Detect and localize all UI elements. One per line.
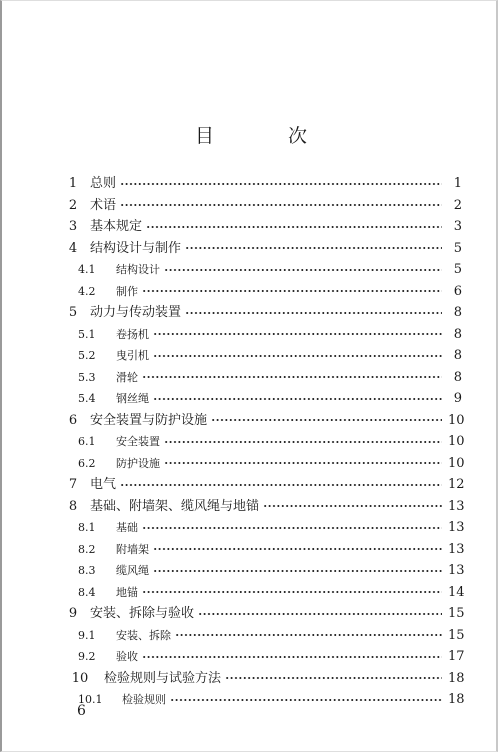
toc-dot-leader [153,548,442,550]
toc-entry-label: 基本规定 [90,219,143,234]
toc-section-entry [62,625,465,647]
toc-section-entry [62,431,465,453]
toc-chapter-entry [62,603,465,625]
toc-dot-leader [120,204,442,206]
toc-entry-page: 13 [448,541,465,557]
toc-section-entry [62,367,462,389]
toc-entry-page: 5 [453,262,462,277]
toc-section-entry [62,324,462,346]
toc-entry-label: 安装、拆除 [116,628,171,642]
toc-entry-number: 5.2 [78,349,96,362]
toc-entry-label: 制作 [116,284,138,298]
toc-section-entry [62,582,465,604]
toc-entry-page: 3 [453,219,462,234]
toc-section-entry [62,517,465,539]
toc-entry-label: 总则 [90,176,117,191]
toc-dot-leader [170,699,442,701]
toc-entry-number: 6.2 [78,456,96,470]
toc-section-entry [62,345,462,367]
toc-entry-label: 术语 [90,197,117,213]
toc-chapter-entry [62,216,462,238]
toc-chapter-entry [62,496,465,518]
toc-dot-leader [153,570,442,572]
page-title: 目 次 [194,125,342,147]
toc-entry-number: 5 [68,305,78,320]
toc-entry-number: 8.1 [78,521,96,534]
toc-dot-leader [142,290,442,292]
toc-entry-page: 6 [453,283,462,299]
toc-entry-number: 5.4 [78,392,96,405]
toc-entry-page: 13 [448,498,465,514]
toc-entry-label: 电气 [90,477,117,492]
toc-dot-leader [185,312,442,314]
toc-dot-leader [164,269,442,271]
toc-chapter-entry [62,302,462,324]
toc-section-entry [62,689,465,711]
toc-entry-page: 10 [448,455,465,471]
toc-entry-number: 10.1 [78,693,103,706]
toc-dot-leader [153,333,442,335]
toc-chapter-entry [62,410,465,432]
toc-section-entry [62,560,465,582]
toc-entry-number: 8.3 [78,564,96,577]
toc-entry-label: 基础、附墙架、缆风绳与地锚 [90,498,260,514]
toc-entry-number: 8 [68,498,78,514]
toc-entry-page: 8 [453,369,462,385]
page-number: 6 [77,703,86,719]
toc-entry-label: 滑轮 [116,370,138,384]
toc-entry-number: 2 [68,197,78,213]
toc-entry-page: 12 [448,477,465,492]
toc-entry-page: 5 [453,240,462,256]
toc-entry-number: 8.2 [78,542,96,556]
toc-entry-number: 9 [68,606,78,621]
toc-entry-page: 10 [448,434,465,449]
toc-entry-page: 13 [448,520,465,535]
toc-entry-page: 8 [453,305,462,320]
toc-entry-number: 6.1 [78,435,96,448]
toc-dot-leader [211,419,442,421]
toc-entry-number: 6 [68,412,78,428]
table-of-contents [62,173,465,711]
toc-entry-number: 9.1 [78,628,96,642]
toc-dot-leader [153,355,442,357]
toc-entry-page: 8 [453,326,462,342]
toc-dot-leader [142,591,442,593]
toc-section-entry [62,388,462,410]
toc-entry-label: 卷扬机 [116,327,149,341]
toc-entry-number: 10 [71,670,89,686]
toc-entry-label: 基础 [116,521,138,534]
toc-section-entry [62,646,465,668]
toc-entry-number: 7 [68,477,78,492]
toc-entry-number: 4.1 [78,263,96,276]
toc-chapter-entry [62,474,465,496]
toc-entry-label: 结构设计 [116,263,160,276]
toc-dot-leader [146,226,442,228]
toc-dot-leader [263,505,442,507]
toc-entry-label: 检验规则与试验方法 [104,670,222,686]
toc-entry-page: 10 [448,412,465,428]
toc-entry-page: 2 [453,197,462,213]
toc-entry-label: 安全装置与防护设施 [90,412,208,428]
toc-entry-number: 4 [68,240,78,256]
toc-entry-page: 1 [453,176,462,191]
toc-chapter-entry [62,668,465,690]
toc-chapter-entry [62,195,462,217]
toc-dot-leader [142,376,442,378]
toc-entry-page: 15 [448,627,465,643]
toc-entry-label: 缆风绳 [116,564,149,577]
toc-entry-number: 4.2 [78,284,96,298]
toc-dot-leader [120,183,442,185]
toc-dot-leader [185,247,442,249]
toc-entry-label: 安全装置 [116,435,160,448]
toc-entry-page: 14 [448,584,465,600]
toc-dot-leader [142,656,442,658]
toc-entry-label: 结构设计与制作 [90,240,182,256]
toc-entry-label: 地锚 [116,585,138,599]
toc-entry-number: 3 [68,219,78,234]
toc-entry-number: 5.1 [78,327,96,341]
toc-entry-number: 1 [68,176,78,191]
toc-entry-label: 防护设施 [116,456,160,470]
toc-section-entry [62,539,465,561]
toc-entry-page: 8 [453,348,462,363]
toc-entry-page: 18 [448,692,465,707]
toc-dot-leader [164,462,442,464]
toc-dot-leader [153,398,442,400]
toc-entry-page: 18 [448,670,465,686]
toc-dot-leader [120,484,442,486]
toc-dot-leader [225,677,442,679]
toc-entry-page: 17 [448,649,465,664]
toc-entry-label: 检验规则 [122,693,166,706]
toc-entry-page: 13 [448,563,465,578]
toc-dot-leader [175,634,442,636]
toc-section-entry [62,259,462,281]
toc-section-entry [62,281,462,303]
toc-entry-label: 安装、拆除与验收 [90,606,195,621]
toc-chapter-entry [62,173,462,195]
toc-entry-label: 附墙架 [116,542,149,556]
toc-dot-leader [142,527,442,529]
toc-entry-number: 5.3 [78,370,96,384]
toc-dot-leader [198,613,442,615]
toc-entry-label: 钢丝绳 [116,392,149,405]
toc-section-entry [62,453,465,475]
toc-entry-label: 验收 [116,650,138,663]
toc-entry-number: 8.4 [78,585,96,599]
toc-entry-label: 曳引机 [116,349,149,362]
toc-dot-leader [164,441,442,443]
toc-entry-label: 动力与传动装置 [90,305,182,320]
toc-entry-page: 9 [453,391,462,406]
toc-chapter-entry [62,238,462,260]
toc-entry-number: 9.2 [78,650,96,663]
toc-entry-page: 15 [448,606,465,621]
